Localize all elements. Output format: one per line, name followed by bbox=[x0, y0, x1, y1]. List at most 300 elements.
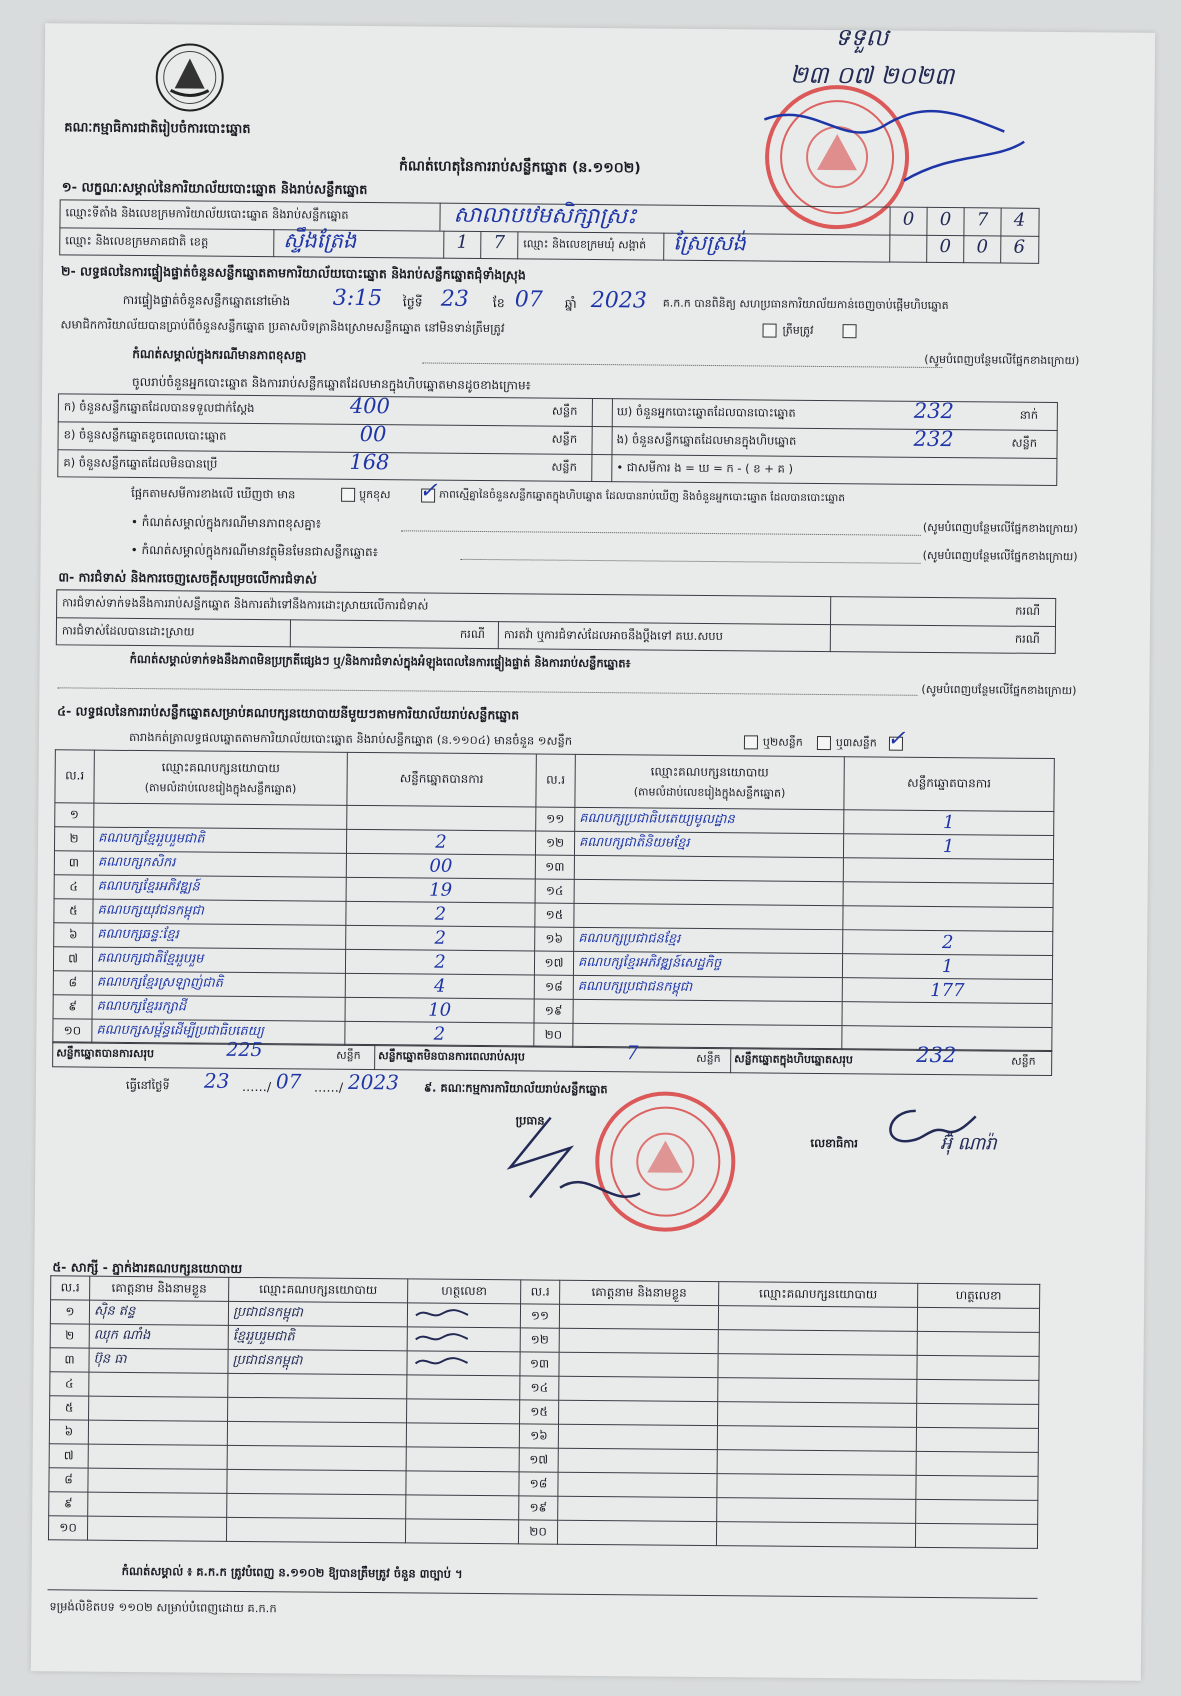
witness-signature bbox=[406, 1447, 519, 1472]
w-col-name: គោត្តនាម និងនាមខ្លួន bbox=[90, 1276, 229, 1301]
row-number-text: ៥ bbox=[69, 902, 78, 918]
row-number-text: ៤ bbox=[69, 878, 78, 894]
w-col-no: ល.រ bbox=[51, 1276, 90, 1300]
witness-party-text: ខ្មែររួបរួមជាតិ bbox=[232, 1328, 295, 1345]
correct-checkbox[interactable] bbox=[762, 323, 776, 337]
handwritten-note: ទទួល bbox=[834, 23, 889, 52]
witness-number bbox=[518, 1520, 557, 1544]
witness-signature bbox=[407, 1351, 520, 1376]
witness-name bbox=[558, 1448, 717, 1473]
row-number bbox=[536, 807, 575, 831]
party-votes-text: 2 bbox=[434, 927, 447, 949]
three-sheet-checkmark-icon: ✓ bbox=[886, 726, 906, 752]
witness-number bbox=[50, 1372, 89, 1396]
party-name-text: គណបក្សសម្ព័ន្ធដើម្បីប្រជាធិបតេយ្យ bbox=[96, 1022, 265, 1040]
party-votes bbox=[346, 877, 535, 903]
row-a-value: 400 bbox=[349, 393, 391, 419]
row-number bbox=[534, 975, 573, 999]
witness-signature bbox=[917, 1331, 1039, 1356]
witness-name bbox=[89, 1372, 228, 1397]
witness-name-text: ឈុក ណាំង bbox=[93, 1327, 151, 1344]
total-box-value: 232 bbox=[916, 1042, 957, 1068]
witness-signature bbox=[405, 1519, 518, 1544]
row-number-text: ១៥ bbox=[545, 907, 564, 922]
two-sheet-checkbox[interactable] bbox=[817, 736, 831, 750]
fill-hint-4: (សូមបំពេញបន្ថែមលើផ្នែកខាងក្រោយ) bbox=[921, 682, 1077, 698]
total-box-label: សន្លឹកឆ្នោតក្នុងហិបឆ្នោតសរុប bbox=[734, 1052, 853, 1067]
witness-number bbox=[50, 1396, 89, 1420]
witness-number-text: ៤ bbox=[65, 1375, 74, 1390]
party-name bbox=[93, 923, 346, 949]
party-votes-text: 19 bbox=[429, 879, 453, 901]
witness-name bbox=[89, 1396, 228, 1421]
row2-value2: ស្រែស្រង់ bbox=[673, 230, 746, 256]
col-party-header bbox=[575, 754, 844, 809]
date-separator: ……/ bbox=[313, 1079, 344, 1095]
row-number bbox=[535, 879, 574, 903]
month-label: ខែ bbox=[492, 295, 505, 311]
witness-name-text: ប៊ុន ធា bbox=[93, 1351, 127, 1367]
row-number-text: ៨ bbox=[68, 974, 78, 990]
year-value: 2023 bbox=[590, 287, 647, 314]
witness-name bbox=[559, 1304, 718, 1329]
row-number bbox=[54, 923, 93, 947]
w-col-no: ល.រ bbox=[521, 1280, 560, 1304]
made-day: 23 bbox=[203, 1068, 230, 1093]
row-number-text: ១៩ bbox=[544, 1003, 563, 1018]
witness-number-text: ៩ bbox=[63, 1495, 73, 1510]
witness-party bbox=[717, 1426, 916, 1452]
row-number bbox=[53, 947, 92, 971]
row-a-label: ក) ចំនួនសន្លឹកឆ្នោតដែលបានទទួលជាក់ស្តែង bbox=[63, 399, 255, 416]
party-votes bbox=[842, 978, 1052, 1004]
row-e-value: 232 bbox=[913, 426, 954, 452]
row-number-text: ២ bbox=[69, 830, 79, 846]
secretary-name: អ៊ុំ ណារ៉ា bbox=[940, 1133, 997, 1155]
party-votes bbox=[842, 954, 1052, 980]
section2-para2: សមាជិកការិយាល័យបានប្រាប់ពីចំនួនសន្លឹកឆ្នោត ប្រតាសបិទត្រានិងស្រោមសន្លឹកឆ្នោត នៅមិនទាន់ត្រឹមត្រូវ bbox=[60, 317, 505, 336]
date-separator: ……/ bbox=[241, 1078, 272, 1095]
witness-table bbox=[48, 1275, 1040, 1549]
witness-signature bbox=[406, 1471, 519, 1496]
witness-number-text: ១៧ bbox=[529, 1451, 549, 1467]
party-votes-text: 4 bbox=[433, 975, 446, 997]
witness-party bbox=[228, 1373, 407, 1399]
row-a-unit: សន្លឹក bbox=[551, 403, 578, 418]
witness-number-text: ១៤ bbox=[530, 1379, 549, 1395]
witness-number bbox=[520, 1304, 559, 1328]
witness-number-text: ២០ bbox=[529, 1523, 547, 1539]
row-number-text: ១៣ bbox=[545, 859, 565, 874]
witness-number-text: ១១ bbox=[530, 1307, 550, 1323]
commune-code-digit: 0 bbox=[976, 236, 989, 258]
party-votes bbox=[843, 882, 1053, 908]
witness-signature-mark bbox=[412, 1329, 472, 1346]
party-votes bbox=[842, 1002, 1052, 1028]
row-number-text: ១១ bbox=[546, 811, 565, 826]
note1: កំណត់សម្គាល់ក្នុងករណីមានភាពខុសគ្នា bbox=[132, 346, 307, 363]
row-number bbox=[53, 995, 92, 1019]
total-box-unit: សន្លឹក bbox=[1011, 1054, 1036, 1068]
witness-signature-mark bbox=[411, 1353, 471, 1370]
row-number bbox=[535, 831, 574, 855]
row-number bbox=[53, 1019, 92, 1043]
witness-name bbox=[88, 1492, 227, 1517]
section3-note: កំណត់សម្គាល់ទាក់ទងនឹងភាពមិនប្រក្រតីផ្សេងៗ ឬ/និងការជំទាស់ក្នុងអំឡុងពេលនៃការផ្ទៀងផ្ទាត់ និងការរាប់សន្លឹកឆ្នោត៖ bbox=[129, 651, 631, 671]
province-code-digit: 1 bbox=[456, 231, 469, 253]
col-votes-header: សន្លឹកឆ្នោតបានការ bbox=[844, 757, 1054, 812]
day-value: 23 bbox=[440, 286, 469, 312]
witness-signature bbox=[407, 1375, 520, 1400]
party-votes bbox=[346, 853, 535, 879]
witness-name bbox=[88, 1468, 227, 1493]
opt-b: ឬ៣សន្លឹក bbox=[835, 736, 877, 750]
section5-title: ៥- សាក្សី - ភ្នាក់ងារគណបក្សនយោបាយ bbox=[52, 1259, 243, 1276]
witness-party bbox=[718, 1330, 917, 1356]
witness-name bbox=[557, 1520, 716, 1545]
witness-name bbox=[559, 1328, 718, 1353]
objection-row1: ការជំទាស់ទាក់ទងនឹងការរាប់សន្លឹកឆ្នោត និងការតវ៉ាទៅនឹងការដោះស្រាយលើការជំទាស់ bbox=[62, 595, 429, 613]
row-number bbox=[54, 851, 93, 875]
footnote: កំណត់សម្គាល់ ៖ គ.ក.ក ត្រូវបំពេញ ន.១១០២ ឱ្យបានត្រឹមត្រូវ ចំនួន ៣ច្បាប់ ។ bbox=[121, 1563, 463, 1581]
col-party-sub: (តាមលំដាប់លេខរៀងក្នុងសន្លឹកឆ្នោត) bbox=[633, 784, 786, 800]
check1-label: ត្រឹមត្រូវ bbox=[782, 323, 814, 337]
witness-number-text: ៦ bbox=[64, 1423, 74, 1438]
witness-signature bbox=[917, 1379, 1039, 1404]
witness-name bbox=[558, 1424, 717, 1449]
made-month: 07 bbox=[275, 1069, 302, 1094]
fill-hint-2: (សូមបំពេញបន្ថែមលើផ្នែកខាងក្រោយ) bbox=[922, 520, 1078, 536]
party-name-text: គណបក្សខ្មែររក្សាដី bbox=[96, 998, 187, 1015]
bullet1: • កំណត់សម្គាល់ក្នុងករណីមានភាពខុសគ្នា៖ bbox=[130, 514, 322, 531]
note2: ចូលរាប់ចំនួនអ្នកបោះឆ្នោត និងការរាប់សន្លឹកឆ្នោតដែលមានក្នុងហិបឆ្នោតមានដូចខាងក្រោម៖ bbox=[132, 374, 531, 393]
witness-number-text: ១៣ bbox=[529, 1355, 550, 1371]
formula: • ជាសមីការ ង = ឃ = ក - ( ខ + គ ) bbox=[616, 460, 794, 476]
party-votes-text: 1 bbox=[941, 956, 954, 978]
witness-party bbox=[227, 1493, 406, 1519]
row-number bbox=[55, 803, 94, 827]
case-label: ករណី bbox=[459, 626, 485, 642]
row-number-text: ២០ bbox=[544, 1027, 563, 1042]
witness-name bbox=[558, 1472, 717, 1497]
witness-party bbox=[228, 1397, 407, 1423]
party-votes-text: 10 bbox=[428, 999, 452, 1021]
day-label: ថ្ងៃទី bbox=[402, 294, 423, 310]
witness-number-text: ១៥ bbox=[530, 1403, 548, 1419]
row-number-text: ១២ bbox=[545, 835, 565, 850]
witness-party bbox=[717, 1474, 916, 1500]
party-votes bbox=[843, 906, 1053, 932]
witness-number bbox=[50, 1300, 89, 1324]
row-number-text: ៣ bbox=[68, 854, 80, 870]
witness-number bbox=[519, 1496, 558, 1520]
total-valid-unit: សន្លឹក bbox=[336, 1048, 361, 1062]
witness-name bbox=[89, 1348, 228, 1373]
row-number bbox=[534, 999, 573, 1023]
party-votes bbox=[345, 949, 534, 975]
witness-number bbox=[49, 1444, 88, 1468]
witness-number bbox=[48, 1516, 87, 1540]
party-name-text: គណបក្សកសិករ bbox=[97, 854, 176, 871]
party-name-text: គណបក្សខ្មែរអភិវឌ្ឍន៍ bbox=[97, 878, 200, 895]
witness-name bbox=[87, 1516, 226, 1541]
blank-checkbox[interactable] bbox=[842, 324, 856, 338]
code-digit: 7 bbox=[976, 209, 989, 231]
total-valid-label: សន្លឹកឆ្នោតបានការសរុប bbox=[56, 1046, 155, 1061]
row-c-label: គ) ចំនួនសន្លឹកឆ្នោតដែលមិនបានប្រើ bbox=[63, 455, 218, 471]
party-votes bbox=[843, 930, 1053, 956]
form-title: កំណត់ហេតុនៃការរាប់សន្លឹកឆ្នោត (ន.១១០២) bbox=[398, 158, 641, 177]
section2-para1-tail: គ.ក.ក បានពិនិត្យ សហប្រធានការិយាល័យកាន់ចេញចាប់ផ្តើមហិបឆ្នោត bbox=[662, 296, 949, 313]
witness-party bbox=[718, 1378, 917, 1404]
col-party-header bbox=[94, 750, 347, 805]
col-no-header: ល.រ bbox=[55, 750, 94, 803]
witness-signature-mark bbox=[412, 1305, 472, 1322]
row-number-text: ៧ bbox=[68, 950, 79, 966]
result-opt2: ភាពស្មើគ្នានៃចំនួនសន្លឹកឆ្នោតក្នុងហិបឆ្នោត ដែលបានរាប់ឃើញ និងចំនួនអ្នកបោះឆ្នោត ដែលបានបោះឆ្នោត bbox=[439, 488, 845, 505]
witness-party bbox=[226, 1517, 405, 1543]
party-name-text: គណបក្សខ្មែរស្រឡាញ់ជាតិ bbox=[96, 974, 224, 991]
row-number bbox=[54, 899, 93, 923]
row-number bbox=[535, 903, 574, 927]
party-name-text: គណបក្សប្រជាជនខ្មែរ bbox=[578, 930, 681, 947]
witness-signature bbox=[916, 1427, 1038, 1452]
section1-title: ១- លក្ខណៈសម្គាល់នៃការិយាល័យបោះឆ្នោត និងរាប់សន្លឹកឆ្នោត bbox=[61, 180, 368, 199]
made-year: 2023 bbox=[347, 1069, 399, 1095]
witness-number-text: ២ bbox=[65, 1327, 75, 1342]
row-d-unit: នាក់ bbox=[1019, 407, 1039, 422]
month-value: 07 bbox=[514, 287, 543, 313]
time-value: 3:15 bbox=[332, 285, 383, 312]
w-col-party: ឈ្មោះគណបក្សនយោបាយ bbox=[719, 1282, 918, 1308]
row-b-unit: សន្លឹក bbox=[551, 431, 578, 446]
row-number-text: ១៤ bbox=[545, 883, 564, 898]
objection-row2a: ការជំទាស់ដែលបានដោះស្រាយ bbox=[61, 623, 195, 639]
witness-signature bbox=[917, 1355, 1039, 1380]
row-number bbox=[54, 827, 93, 851]
witness-party bbox=[717, 1402, 916, 1428]
party-name-text: គណបក្សប្រជាធិបតេយ្យមូលដ្ឋាន bbox=[579, 810, 735, 828]
witness-name bbox=[88, 1444, 227, 1469]
party-name bbox=[574, 903, 843, 929]
party-name bbox=[93, 899, 346, 925]
witness-signature bbox=[406, 1495, 519, 1520]
row-number-text: ១៨ bbox=[544, 979, 563, 994]
party-votes bbox=[843, 834, 1053, 860]
secretary-label: លេខាធិការ bbox=[810, 1135, 858, 1151]
witness-name bbox=[559, 1352, 718, 1377]
witness-name bbox=[559, 1376, 718, 1401]
witness-number bbox=[519, 1472, 558, 1496]
witness-number-text: ១២ bbox=[530, 1331, 549, 1347]
witness-signature bbox=[917, 1307, 1039, 1332]
witness-party bbox=[227, 1445, 406, 1471]
handwritten-date-note: ២៣ ០៧ ២០២៣ bbox=[789, 60, 955, 91]
party-votes bbox=[346, 925, 535, 951]
row-d-value: 232 bbox=[913, 398, 955, 424]
party-name bbox=[92, 995, 345, 1021]
party-name bbox=[93, 827, 346, 853]
made-at-label: ធ្វើនៅថ្ងៃទី bbox=[125, 1077, 170, 1093]
party-name-text: គណបក្សជាតិនិយមខ្មែរ bbox=[579, 834, 690, 851]
code-digit: 0 bbox=[939, 209, 952, 231]
witness-party bbox=[228, 1325, 407, 1351]
party-votes-text: 1 bbox=[942, 812, 955, 834]
witness-number bbox=[49, 1420, 88, 1444]
row2-value: ស្ទឹងត្រែង bbox=[283, 228, 357, 253]
committee-label: ៩. គណៈកម្មការការិយាល័យរាប់សន្លឹកឆ្នោត bbox=[423, 1080, 608, 1097]
code-digit: 4 bbox=[1013, 209, 1026, 231]
chair-signature bbox=[490, 1107, 671, 1229]
row-b-label: ខ) ចំនួនសន្លឹកឆ្នោតខូចពេលបោះឆ្នោត bbox=[63, 427, 227, 443]
witness-name bbox=[89, 1300, 228, 1325]
party-votes bbox=[347, 805, 536, 831]
party-name bbox=[92, 971, 345, 997]
witness-signature bbox=[916, 1403, 1038, 1428]
witness-signature bbox=[407, 1327, 520, 1352]
party-name bbox=[573, 951, 842, 977]
row-number-text: ១៦ bbox=[545, 931, 564, 946]
total-valid-value: 225 bbox=[226, 1038, 263, 1062]
witness-number bbox=[520, 1376, 559, 1400]
witness-party-text: ប្រជាជនកម្ពុជា bbox=[232, 1304, 303, 1321]
section2-para1: ការផ្ទៀងផ្ទាត់ចំនួនសន្លឹកឆ្នោតនៅម៉ោង bbox=[122, 292, 291, 309]
row-number bbox=[53, 971, 92, 995]
party-name bbox=[575, 807, 844, 833]
section2-title: ២- លទ្ធផលនៃការផ្ទៀងផ្ទាត់ចំនួនសន្លឹកឆ្នោតតាមការិយាល័យបោះឆ្នោត និងរាប់សន្លឹកឆ្នោតជុំទាំងស្រុង bbox=[60, 263, 526, 283]
total-invalid-unit: សន្លឹក bbox=[696, 1051, 721, 1066]
party-name bbox=[94, 803, 347, 829]
witness-number bbox=[49, 1468, 88, 1492]
one-sheet-checkbox[interactable] bbox=[744, 735, 758, 749]
total-invalid-value: 7 bbox=[626, 1042, 639, 1065]
party-name-text: គណបក្សប្រជាជនកម្ពុជា bbox=[577, 978, 693, 995]
row1-label: ឈ្មោះទីតាំង និងលេខក្រមការិយាល័យបោះឆ្នោត និងរាប់សន្លឹកឆ្នោត bbox=[65, 205, 349, 222]
party-name bbox=[574, 831, 843, 857]
row-number-text: ១៧ bbox=[544, 955, 564, 970]
witness-signature bbox=[407, 1303, 520, 1328]
party-votes bbox=[346, 829, 535, 855]
witness-number bbox=[520, 1400, 559, 1424]
nec-logo bbox=[152, 40, 227, 115]
witness-number-text: ១ bbox=[65, 1303, 75, 1318]
witness-name bbox=[89, 1324, 228, 1349]
mismatch-checkbox[interactable] bbox=[341, 488, 355, 502]
form-sheet bbox=[31, 23, 1155, 1681]
row2-label2: ឈ្មោះ និងលេខក្រមឃុំ សង្កាត់ bbox=[523, 237, 647, 252]
witness-number-text: ១៨ bbox=[529, 1475, 548, 1491]
witness-party bbox=[718, 1354, 917, 1380]
party-votes-text: 2 bbox=[433, 1023, 446, 1045]
result-text: ផ្អែកតាមសមីការខាងលើ ឃើញថា មាន bbox=[131, 485, 296, 502]
party-votes-text: 00 bbox=[429, 855, 453, 877]
col-party-title: ឈ្មោះគណបក្សនយោបាយ bbox=[161, 759, 280, 775]
section4-intro: តារាងកត់ត្រាលទ្ធផលឆ្នោតតាមការិយាល័យបោះឆ្នោត និងរាប់សន្លឹកឆ្នោត (ន.១១០៤) មានចំនួន ១សន្លឹក bbox=[128, 729, 573, 748]
witness-name bbox=[559, 1400, 718, 1425]
row-e-unit: សន្លឹក bbox=[1011, 435, 1038, 450]
opt-a: ឬ២សន្លឹក bbox=[762, 735, 803, 749]
witness-number-text: ១៦ bbox=[530, 1427, 548, 1443]
witness-party bbox=[228, 1349, 407, 1375]
col-party-sub: (តាមលំដាប់លេខរៀងក្នុងសន្លឹកឆ្នោត) bbox=[144, 780, 297, 795]
party-name bbox=[92, 947, 345, 973]
row-number bbox=[54, 875, 93, 899]
org-name: គណៈកម្មាធិការជាតិរៀបចំការបោះឆ្នោត bbox=[64, 120, 251, 137]
case-label: ករណី bbox=[1015, 603, 1041, 618]
row-number-text: ៩ bbox=[68, 998, 77, 1014]
result-opt1: ប្លុកខុស bbox=[359, 487, 391, 502]
witness-signature bbox=[915, 1523, 1037, 1548]
witness-number-text: ១០ bbox=[59, 1519, 77, 1535]
party-votes bbox=[843, 858, 1053, 884]
witness-number bbox=[519, 1448, 558, 1472]
code-digit: 0 bbox=[902, 208, 915, 230]
secretary-signature bbox=[875, 1100, 996, 1161]
row-number-text: ៦ bbox=[68, 926, 78, 942]
objection-row2b: ការតវ៉ា ឬការជំទាស់ដែលអាចនឹងប្តឹងទៅ គឃ.សបប bbox=[503, 627, 723, 644]
row-number bbox=[535, 927, 574, 951]
row-number bbox=[535, 855, 574, 879]
w-col-party: ឈ្មោះគណបក្សនយោបាយ bbox=[229, 1277, 408, 1303]
witness-party bbox=[227, 1469, 406, 1495]
year-label: ឆ្នាំ bbox=[564, 295, 577, 311]
party-votes-text: 2 bbox=[435, 831, 447, 853]
row-e-label: ង) ចំនួនសន្លឹកឆ្នោតដែលមានក្នុងហិបឆ្នោត bbox=[616, 432, 797, 448]
party-name bbox=[93, 851, 346, 877]
results-table bbox=[52, 749, 1055, 1052]
witness-party bbox=[717, 1498, 916, 1524]
witness-number bbox=[50, 1348, 89, 1372]
w-col-sign: ហត្ថលេខា bbox=[408, 1279, 521, 1304]
section3-title: ៣- ការជំទាស់ និងការចេញសេចក្តីសម្រេចលើការជំទាស់ bbox=[58, 569, 317, 587]
witness-name bbox=[558, 1496, 717, 1521]
party-votes bbox=[844, 810, 1054, 836]
witness-number bbox=[49, 1492, 88, 1516]
witness-party bbox=[717, 1450, 916, 1476]
party-name-text: គណបក្សយុវជនកម្ពុជា bbox=[97, 902, 204, 919]
witness-name-text: ស៊ិន ឥន្ទ bbox=[93, 1303, 136, 1320]
witness-number bbox=[519, 1424, 558, 1448]
total-invalid-label: សន្លឹកឆ្នោតមិនបានការពេលរាប់សរុប bbox=[378, 1049, 525, 1064]
party-name bbox=[93, 875, 346, 901]
party-name bbox=[573, 999, 842, 1025]
witness-number-text: ៣ bbox=[64, 1351, 75, 1366]
witness-number bbox=[520, 1352, 559, 1376]
signature-top bbox=[754, 89, 1035, 211]
row-c-unit: សន្លឹក bbox=[551, 459, 577, 474]
party-votes-text: 2 bbox=[434, 951, 446, 973]
witness-party bbox=[718, 1306, 917, 1332]
party-name bbox=[574, 855, 843, 881]
col-votes-header: សន្លឹកឆ្នោតបានការ bbox=[347, 752, 536, 807]
party-votes bbox=[346, 901, 535, 927]
col-party-title: ឈ្មោះគណបក្សនយោបាយ bbox=[650, 764, 769, 780]
row-b-value: 00 bbox=[359, 421, 387, 447]
section4-title: ៤- លទ្ធផលនៃការរាប់សន្លឹកឆ្នោតសម្រាប់គណបក្សនយោបាយនីមួយៗតាមការិយាល័យរាប់សន្លឹកឆ្នោត bbox=[57, 703, 520, 723]
witness-name bbox=[88, 1420, 227, 1445]
fill-hint: (សូមបំពេញបន្ថែមលើផ្នែកខាងក្រោយ) bbox=[924, 352, 1080, 368]
row-number bbox=[534, 1023, 573, 1047]
witness-signature bbox=[407, 1399, 520, 1424]
witness-signature bbox=[916, 1499, 1038, 1524]
province-code-digit: 7 bbox=[493, 232, 506, 254]
col-no-header: ល.រ bbox=[536, 754, 575, 807]
witness-party-text: ប្រជាជនកម្ពុជា bbox=[232, 1352, 303, 1369]
footer: ទម្រង់លិខិតបទ ១១០២ សម្រាប់បំពេញដោយ គ.ក.ក bbox=[49, 1599, 277, 1616]
bullet2: • កំណត់សម្គាល់ក្នុងករណីមានវត្ថុមិនមែនជាសន្លឹកឆ្នោត៖ bbox=[130, 542, 378, 560]
row1-value: សាលាបឋមសិក្សាស្រះ bbox=[453, 202, 637, 230]
row-number-text: ១ bbox=[69, 806, 79, 822]
